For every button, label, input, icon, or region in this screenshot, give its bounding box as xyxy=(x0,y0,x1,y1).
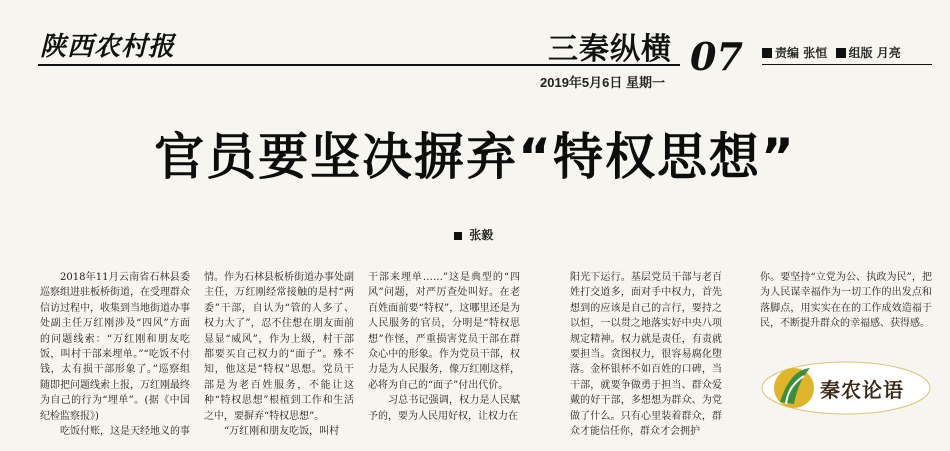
paragraph: 阳光下运行。基层党员干部与老百姓打交道多，面对手中权力，首先想到的应该是自己的言行，要持之以恒，一以贯之地落实好中央八项规定精神。权力就是责任，有责就要担当。贪图权力，很容易腐化堕落。金杯银杯不如百姓的口碑，当干部，就要争做勇于担当、群众爱戴的好干部，多想想为群众、为党做了什么。只有心里装着群众，群众才能信任你，群众才会拥护 xyxy=(570,272,722,438)
paragraph: 干部来埋单……”这是典型的“四风”问题，对严厉查处叫好。在老百姓面前要“特权”，这哪里还是为人民服务的官员，分明是“特权思想”作怪，严重损害党员干部在群众心中的形象。作为党员干部，权力是为人民服务，像万红刚这样，必将为自己的“面子”付出代价。 xyxy=(368,272,520,391)
article-headline: 官员要坚决摒弃“特权思想” xyxy=(154,128,796,186)
page-number: 07 xyxy=(690,34,743,79)
section-title: 三秦纵横 xyxy=(548,32,672,67)
issue-date: 2019年5月6日 星期一 xyxy=(540,75,665,90)
article-column-1 xyxy=(40,270,190,451)
layout-label: 组版 xyxy=(848,46,873,60)
paragraph: 情。作为石林县板桥街道办事处副主任，万红刚经常接触的是村“两委”干部，自认为“管的人多了、权力大了”，忍不住想在朋友面前显显“威风”，作为上级，村干部都要买自己权力的“面子”。殊不知，他这是“特权”思想。党员干部是为老百姓服务，不能让这种“特权思想”根植到工作和生活之中，要摒弃“特权思想”。 xyxy=(204,272,354,422)
article-column-2 xyxy=(204,270,354,451)
byline xyxy=(454,226,493,243)
square-bullet-icon xyxy=(836,48,846,58)
layout-name: 月亮 xyxy=(876,46,901,60)
article-column-5 xyxy=(760,270,932,360)
square-bullet-icon xyxy=(454,232,462,240)
article-column-4 xyxy=(570,270,722,451)
masthead-logo: 陕西农村报 xyxy=(40,32,176,62)
paragraph: 吃饭付账，这是天经地义的事 xyxy=(60,426,190,438)
article-column-3 xyxy=(368,270,520,451)
paragraph: 习总书记强调，权力是人民赋予的，要为人民用好权，让权力在 xyxy=(368,395,520,422)
editor-info xyxy=(762,44,901,61)
editor-label: 责编 xyxy=(775,46,800,60)
paragraph: 你。要坚持“立党为公、执政为民”，把为人民谋幸福作为一切工作的出发点和落脚点，用实实在在的工作成效造福于民，不断提升群众的幸福感、获得感。 xyxy=(760,272,932,330)
paragraph: “万红刚和朋友吃饭，叫村 xyxy=(224,426,340,438)
column-badge xyxy=(760,356,932,418)
column-badge-label: 秦农论语 xyxy=(820,378,904,402)
paragraph: 2018年11月云南省石林县委巡察组进驻板桥街道，在受理群众信访过程中，收集到当地街道办事处副主任万红刚涉及“四风”方面的问题线索：“万红刚和朋友吃饭，叫村干部来埋单。”“吃饭不付钱，太有损干部形象了。”巡察组随即把问题线索上报，万红刚最终为自己的行为“埋单”。(据《中国纪检监察报》) xyxy=(40,272,190,422)
square-bullet-icon xyxy=(762,48,772,58)
editor-name: 张恒 xyxy=(803,46,828,60)
author-name: 张毅 xyxy=(469,228,494,242)
header-rule-right xyxy=(762,64,932,65)
